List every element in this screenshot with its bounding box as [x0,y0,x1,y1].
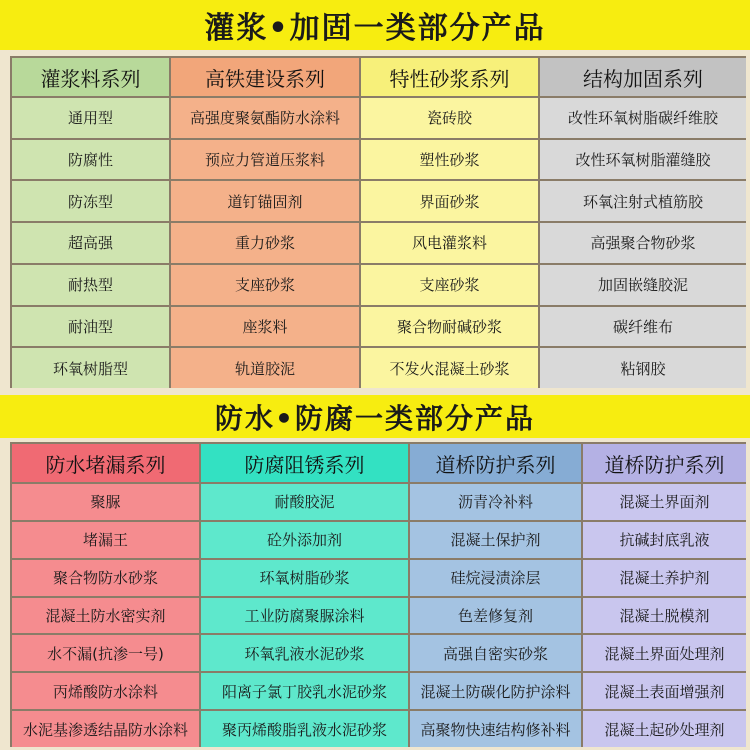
product-cell: 工业防腐聚脲涂料 [201,598,408,634]
product-cell: 耐酸胶泥 [201,484,408,520]
column-header: 灌浆料系列 [12,58,169,96]
product-cell: 硅烷浸渍涂层 [410,560,581,596]
product-cell: 不发火混凝土砂浆 [361,348,538,388]
column-header: 防水堵漏系列 [12,444,199,482]
product-cell: 防冻型 [12,181,169,221]
product-cell: 界面砂浆 [361,181,538,221]
product-cell: 高强自密实砂浆 [410,635,581,671]
product-cell: 混凝土脱模剂 [583,598,746,634]
product-cell: 混凝土表面增强剂 [583,673,746,709]
product-cell: 碳纤维布 [540,307,746,347]
product-cell: 水泥基渗透结晶防水涂料 [12,711,199,747]
column-header: 特性砂浆系列 [361,58,538,96]
product-cell: 风电灌浆料 [361,223,538,263]
product-table-grouting-reinforcement [10,56,746,388]
product-cell: 瓷砖胶 [361,98,538,138]
column-header: 高铁建设系列 [171,58,359,96]
product-cell: 道钉锚固剂 [171,181,359,221]
product-cell: 色差修复剂 [410,598,581,634]
product-cell: 塑性砂浆 [361,140,538,180]
product-cell: 沥青冷补料 [410,484,581,520]
product-cell: 耐热型 [12,265,169,305]
product-cell: 超高强 [12,223,169,263]
product-cell: 聚丙烯酸脂乳液水泥砂浆 [201,711,408,747]
product-cell: 通用型 [12,98,169,138]
product-cell: 阳离子氯丁胶乳水泥砂浆 [201,673,408,709]
product-cell: 防腐性 [12,140,169,180]
product-cell: 加固嵌缝胶泥 [540,265,746,305]
column-header: 结构加固系列 [540,58,746,96]
column-header: 防腐阻锈系列 [201,444,408,482]
product-cell: 环氧注射式植筋胶 [540,181,746,221]
product-cell: 水不漏(抗渗一号) [12,635,199,671]
product-cell: 聚合物防水砂浆 [12,560,199,596]
product-cell: 混凝土防碳化防护涂料 [410,673,581,709]
product-cell: 改性环氧树脂碳纤维胶 [540,98,746,138]
product-cell: 抗碱封底乳液 [583,522,746,558]
product-cell: 高聚物快速结构修补料 [410,711,581,747]
section1-title: 灌浆•加固一类部分产品 [0,0,750,50]
product-cell: 高强聚合物砂浆 [540,223,746,263]
product-cell: 丙烯酸防水涂料 [12,673,199,709]
product-cell: 高强度聚氨酯防水涂料 [171,98,359,138]
product-cell: 座浆料 [171,307,359,347]
product-cell: 支座砂浆 [171,265,359,305]
column-header: 道桥防护系列 [410,444,581,482]
column-header: 道桥防护系列 [583,444,746,482]
product-table-waterproof-anticorrosion [10,442,746,747]
product-cell: 砼外添加剂 [201,522,408,558]
product-cell: 聚脲 [12,484,199,520]
product-cell: 环氧树脂砂浆 [201,560,408,596]
product-cell: 耐油型 [12,307,169,347]
product-cell: 堵漏王 [12,522,199,558]
product-cell: 环氧乳液水泥砂浆 [201,635,408,671]
product-cell: 混凝土防水密实剂 [12,598,199,634]
section2-title: 防水•防腐一类部分产品 [0,395,750,438]
product-cell: 混凝土保护剂 [410,522,581,558]
product-cell: 混凝土养护剂 [583,560,746,596]
product-cell: 重力砂浆 [171,223,359,263]
product-cell: 环氧树脂型 [12,348,169,388]
product-cell: 混凝土界面剂 [583,484,746,520]
product-cell: 聚合物耐碱砂浆 [361,307,538,347]
product-cell: 预应力管道压浆料 [171,140,359,180]
product-cell: 轨道胶泥 [171,348,359,388]
product-cell: 粘钢胶 [540,348,746,388]
product-cell: 混凝土起砂处理剂 [583,711,746,747]
product-cell: 混凝土界面处理剂 [583,635,746,671]
product-cell: 支座砂浆 [361,265,538,305]
product-cell: 改性环氧树脂灌缝胶 [540,140,746,180]
